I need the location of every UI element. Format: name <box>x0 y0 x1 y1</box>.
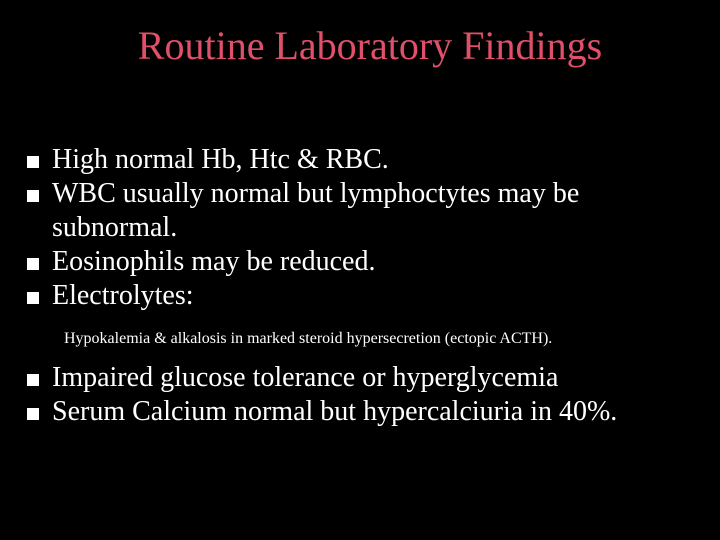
square-bullet-icon <box>27 156 39 168</box>
bullet-text: High normal Hb, Htc & RBC. <box>52 144 389 175</box>
bullet-item-calcium <box>27 395 707 429</box>
bullet-text: Impaired glucose tolerance or hyperglycemia <box>52 362 559 393</box>
slide-title: Routine Laboratory Findings <box>137 23 603 68</box>
bullet-text: Eosinophils may be reduced. <box>52 246 376 277</box>
bullet-item-electrolytes <box>27 279 707 313</box>
square-bullet-icon <box>27 190 39 202</box>
square-bullet-icon <box>27 258 39 270</box>
bullet-item-glucose <box>27 361 707 395</box>
bullet-item-eosinophils <box>27 245 707 279</box>
bullet-text: Electrolytes: <box>52 280 194 311</box>
square-bullet-icon <box>27 292 39 304</box>
square-bullet-icon <box>27 408 39 420</box>
bullet-text: Serum Calcium normal but hypercalciuria in 40%. <box>52 396 618 427</box>
square-bullet-icon <box>27 374 39 386</box>
bullet-item-hb-htc-rbc <box>27 143 707 177</box>
bullet-list <box>27 143 707 429</box>
electrolytes-subnote: Hypokalemia & alkalosis in marked steroid hypersecretion (ectopic ACTH). <box>64 330 553 347</box>
bullet-text: WBC usually normal but lymphoctytes may be subnormal. <box>52 178 580 243</box>
bullet-item-wbc <box>27 177 707 245</box>
